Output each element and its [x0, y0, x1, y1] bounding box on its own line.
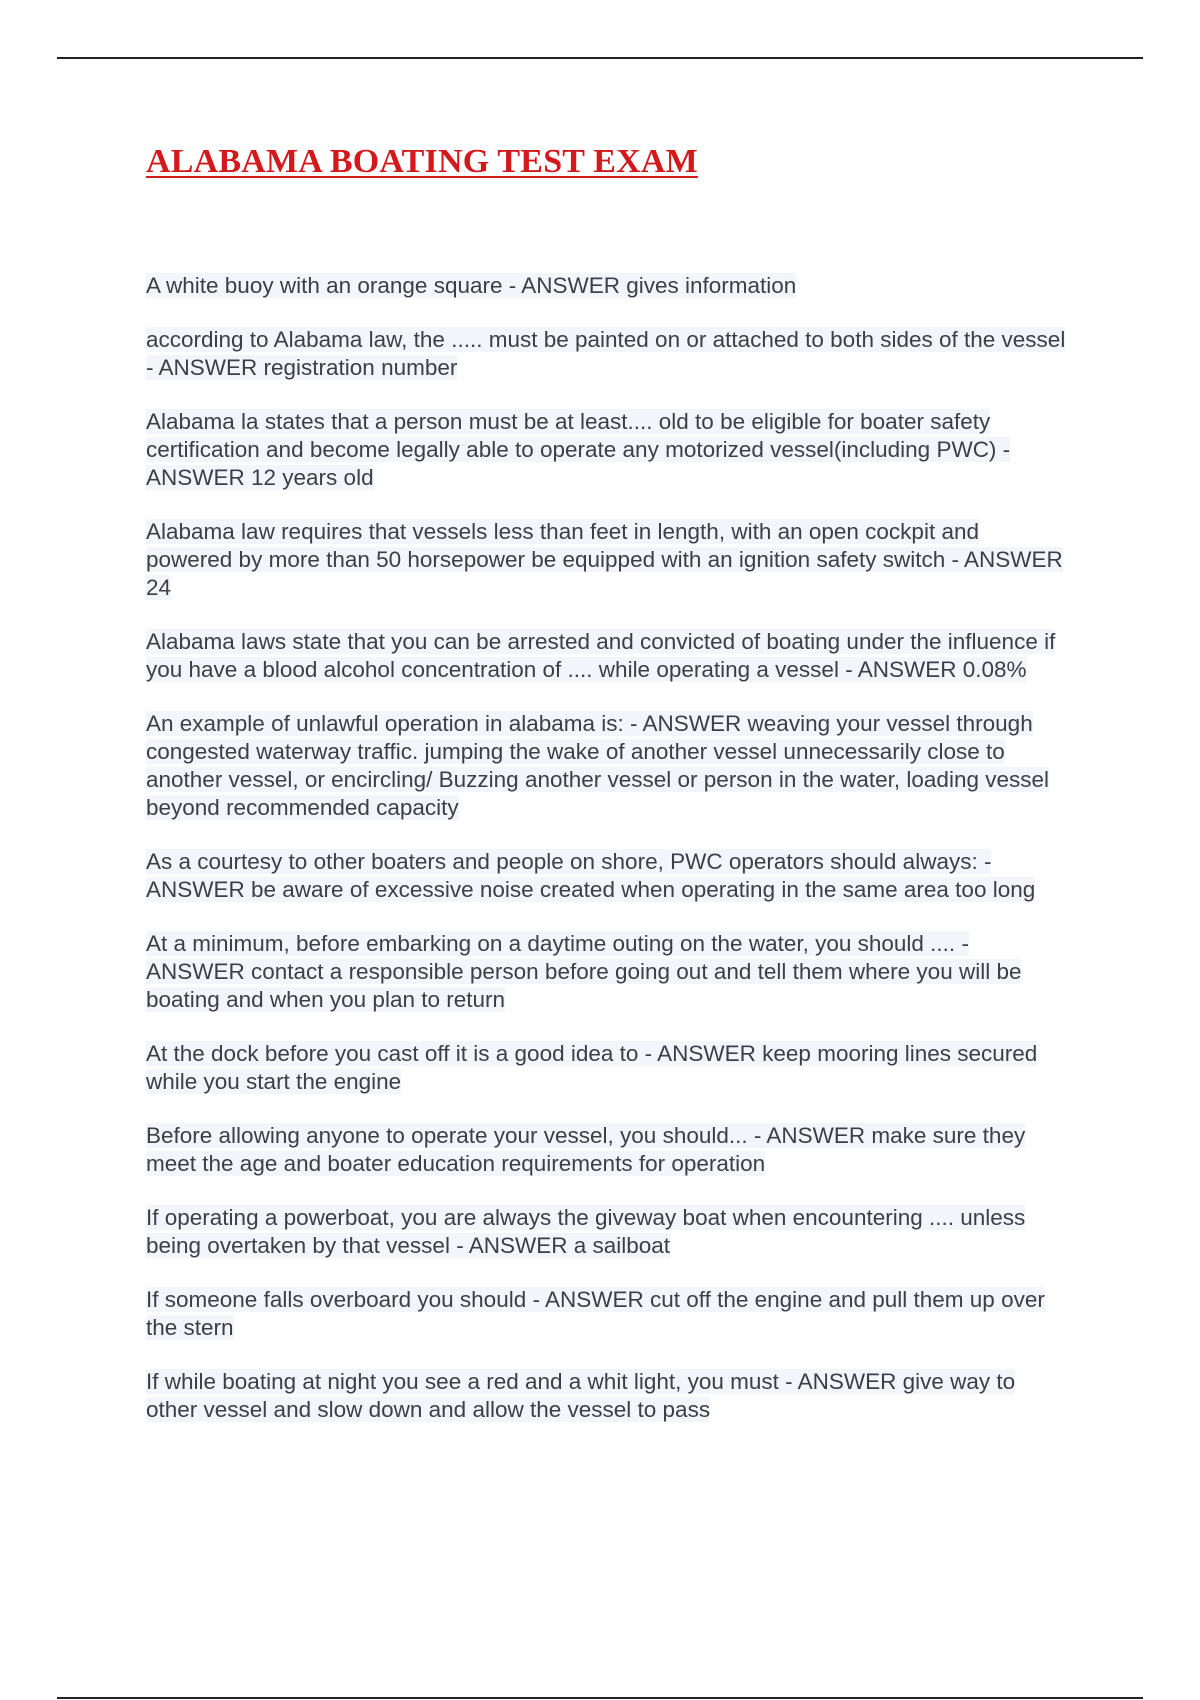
- qa-text: Alabama laws state that you can be arrested and convicted of boating under the influence if you have a blood alcohol concentration of .... while operating a vessel - ANSWER 0.08%: [146, 629, 1056, 682]
- qa-text: If while boating at night you see a red and a whit light, you must - ANSWER give way to other vessel and slow down and allow the vessel to pass: [146, 1369, 1016, 1422]
- qa-text: Alabama law requires that vessels less than feet in length, with an open cockpit and powered by more than 50 horsepower be equipped with an ignition safety switch - ANSWER 24: [146, 519, 1063, 600]
- qa-text: If operating a powerboat, you are always the giveway boat when encountering .... unless being overtaken by that vessel - ANSWER a sailboat: [146, 1205, 1026, 1258]
- qa-item: [146, 1122, 1066, 1178]
- header-rule: [57, 57, 1143, 59]
- qa-item: [146, 1040, 1066, 1096]
- qa-item: [146, 408, 1066, 492]
- qa-text: Alabama la states that a person must be at least.... old to be eligible for boater safety certification and become legally able to operate any motorized vessel(including PWC) - ANSWER 12 years old: [146, 409, 1011, 490]
- qa-text: Before allowing anyone to operate your vessel, you should... - ANSWER make sure they meet the age and boater education requirements for operation: [146, 1123, 1026, 1176]
- qa-list: [146, 272, 1066, 1450]
- footer-rule: [57, 1697, 1143, 1699]
- qa-item: [146, 1204, 1066, 1260]
- qa-text: At a minimum, before embarking on a daytime outing on the water, you should .... - ANSWER contact a responsible person before going out and tell them where you will be boating and when you plan to return: [146, 931, 1022, 1012]
- document-title: ALABAMA BOATING TEST EXAM: [146, 143, 698, 180]
- qa-text: An example of unlawful operation in alabama is: - ANSWER weaving your vessel through congested waterway traffic. jumping the wake of another vessel unnecessarily close to another vessel, or encircling/ Buzzing another vessel or person in the water, loading vessel beyond recommended capacity: [146, 711, 1049, 820]
- qa-text: At the dock before you cast off it is a good idea to - ANSWER keep mooring lines secured while you start the engine: [146, 1041, 1038, 1094]
- qa-text: according to Alabama law, the ..... must be painted on or attached to both sides of the vessel - ANSWER registration number: [146, 327, 1066, 380]
- qa-item: [146, 326, 1066, 382]
- qa-text: A white buoy with an orange square - ANSWER gives information: [146, 273, 797, 298]
- qa-item: [146, 1368, 1066, 1424]
- qa-item: [146, 930, 1066, 1014]
- qa-item: [146, 518, 1066, 602]
- qa-item: [146, 272, 1066, 300]
- qa-item: [146, 628, 1066, 684]
- qa-text: If someone falls overboard you should - ANSWER cut off the engine and pull them up over the stern: [146, 1287, 1045, 1340]
- qa-item: [146, 1286, 1066, 1342]
- qa-item: [146, 848, 1066, 904]
- qa-text: As a courtesy to other boaters and people on shore, PWC operators should always: - ANSWER be aware of excessive noise created when operating in the same area too long: [146, 849, 1036, 902]
- qa-item: [146, 710, 1066, 822]
